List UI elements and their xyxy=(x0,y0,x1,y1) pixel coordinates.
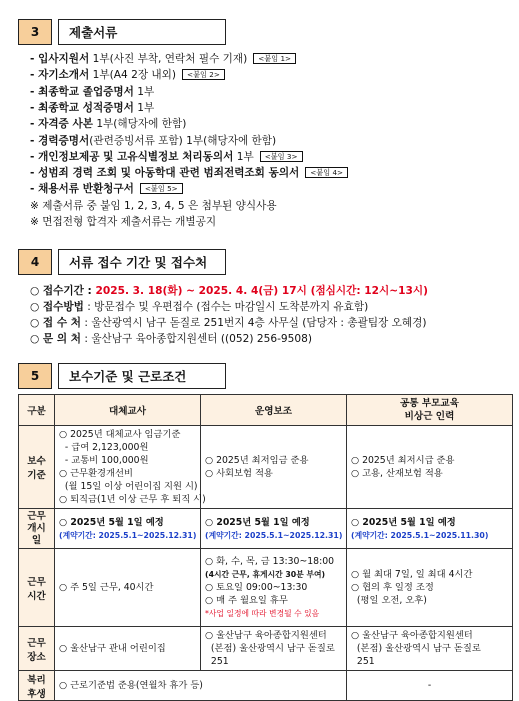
contract-period: (계약기간: 2025.5.1~2025.12.31) xyxy=(205,530,343,540)
cell-line: (평일 오전, 오후) xyxy=(351,595,427,606)
contact-line xyxy=(30,331,312,347)
table-row xyxy=(19,549,513,627)
note-line: ※ 면접전형 합격자 제출서류는 개별공지 xyxy=(30,216,217,228)
document-detail: 1부(해당자에 한함) xyxy=(92,118,187,131)
header-cell: 구분 xyxy=(19,395,55,426)
cell-line: (본점) 울산광역시 남구 돋질로 xyxy=(351,643,481,654)
header-cell: 운영보조 xyxy=(201,395,347,426)
list-item: - 입사지원서 1부(사진 부착, 연락처 필수 기재) <붙임 1> xyxy=(30,51,296,67)
time-cell xyxy=(201,549,347,627)
document-detail: 1부 xyxy=(133,85,155,98)
attachment-tag: <붙임 4> xyxy=(305,167,348,178)
time-line: ○ 화, 수, 목, 금 13:30~18:00 xyxy=(205,556,335,567)
list-item: - 최종학교 성적증명서 1부 xyxy=(30,101,155,114)
period-label: ○ 접수기간 : xyxy=(30,285,96,297)
contract-period: (계약기간: 2025.5.1~2025.12.31) xyxy=(59,530,197,540)
start-date: ○ 2025년 5월 1일 예정 xyxy=(351,516,456,528)
section-number: 3 xyxy=(18,19,52,45)
time-note: *사업 일정에 따라 변경될 수 있음 xyxy=(205,609,320,618)
row-header: 근무 개시 일 xyxy=(19,509,55,549)
contact-value: : 울산남구 육아종합지원센터 ((052) 256-9508) xyxy=(81,333,312,345)
document-name: 자격증 사본 xyxy=(38,118,93,131)
section-3-header xyxy=(18,19,226,45)
conditions-table xyxy=(18,394,513,701)
table-row xyxy=(19,426,513,509)
pay-cell xyxy=(201,426,347,509)
section-title: 보수기준 및 근로조건 xyxy=(58,363,226,389)
table-row xyxy=(19,509,513,549)
document-detail: 1부(사진 부착, 연락처 필수 기재) xyxy=(89,53,248,65)
cell-line: (본점) 울산광역시 남구 돋질로 xyxy=(205,643,335,654)
place-cell xyxy=(347,627,513,671)
period-value: 2025. 3. 18(화) ~ 2025. 4. 4(금) 17시 (점심시간: 12시~13시) xyxy=(95,285,428,297)
welfare-cell: ○ 근로기준법 준용(연월차 휴가 등) xyxy=(55,671,347,701)
section-title: 제출서류 xyxy=(58,19,226,45)
method-value: : 방문접수 및 우편접수 (접수는 마감일시 도착분까지 유효함) xyxy=(83,301,369,313)
section-number: 4 xyxy=(18,249,52,275)
document-detail: 1부 xyxy=(133,101,155,114)
start-date: ○ 2025년 5월 1일 예정 xyxy=(59,516,164,528)
cell-line: ○ 협의 후 일정 조정 xyxy=(351,582,434,593)
start-cell xyxy=(347,509,513,549)
cell-line: ○ 고용, 산재보험 적용 xyxy=(351,468,443,479)
method-line xyxy=(30,299,368,315)
note-line: ※ 제출서류 중 붙임 1, 2, 3, 4, 5 은 첨부된 양식사용 xyxy=(30,200,277,212)
list-item: - 자격증 사본 1부(해당자에 한함) xyxy=(30,118,187,131)
attachment-tag: <붙임 1> xyxy=(253,53,296,64)
table-header-row xyxy=(19,395,513,426)
place-cell xyxy=(201,627,347,671)
start-cell xyxy=(201,509,347,549)
time-cell xyxy=(347,549,513,627)
row-header: 근무 시간 xyxy=(19,549,55,627)
cell-line: 251 xyxy=(205,656,229,667)
time-line: ○ 매 주 월요일 휴무 xyxy=(205,595,288,606)
cell-line: ○ 퇴직금(1년 이상 근무 후 퇴직 시) xyxy=(59,494,206,505)
attachment-tag: <붙임 2> xyxy=(182,69,225,80)
start-cell xyxy=(55,509,201,549)
document-name: 자기소개서 xyxy=(38,69,90,82)
contact-label: ○ 문 의 처 xyxy=(30,333,82,345)
section-4-header xyxy=(18,249,226,275)
list-item: - 자기소개서 1부(A4 2장 내외) <붙임 2> xyxy=(30,67,225,83)
section-5-header xyxy=(18,363,226,389)
document-name: 최종학교 졸업증명서 xyxy=(38,85,134,98)
list-item: - 채용서류 반환청구서 <붙임 5> xyxy=(30,181,183,197)
cell-line: ○ 울산남구 육아종합지원센터 xyxy=(351,630,473,641)
list-item: - 개인정보제공 및 고유식별정보 처리동의서 1부 <붙임 3> xyxy=(30,149,303,165)
cell-line: ○ 사회보험 적용 xyxy=(205,468,273,479)
cell-line: ○ 2025년 대체교사 임금기준 xyxy=(59,429,181,440)
start-date: ○ 2025년 5월 1일 예정 xyxy=(205,516,310,528)
row-header: 복리 후생 xyxy=(19,671,55,701)
row-header: 근무 장소 xyxy=(19,627,55,671)
period-line xyxy=(30,283,428,299)
place-cell: ○ 울산남구 관내 어린이집 xyxy=(55,627,201,671)
place-label: ○ 접 수 처 xyxy=(30,317,82,329)
cell-line: ○ 2025년 최저시급 준용 xyxy=(351,455,455,466)
section-number: 5 xyxy=(18,363,52,389)
attachment-tag: <붙임 5> xyxy=(140,183,183,194)
cell-line: ○ 울산남구 육아종합지원센터 xyxy=(205,630,327,641)
header-cell: 대체교사 xyxy=(55,395,201,426)
cell-line: ○ 2025년 최저임금 준용 xyxy=(205,455,309,466)
place-line xyxy=(30,315,427,331)
time-line: ○ 토요일 09:00~13:30 xyxy=(205,582,308,593)
contract-period: (계약기간: 2025.5.1~2025.11.30) xyxy=(351,530,489,540)
time-line: (4시간 근무, 휴게시간 30분 부여) xyxy=(205,570,326,579)
table-row xyxy=(19,671,513,701)
cell-line: - 급여 2,123,000원 xyxy=(59,442,149,453)
document-name: 개인정보제공 및 고유식별정보 처리동의서 xyxy=(38,150,234,163)
document-name: 최종학교 성적증명서 xyxy=(38,101,134,114)
document-name: 경력증명서 xyxy=(38,134,90,147)
document-detail: 1부 xyxy=(233,150,254,163)
cell-line: (월 15일 이상 어린이집 지원 시) xyxy=(59,481,198,492)
cell-line: 251 xyxy=(351,656,375,667)
table-row xyxy=(19,627,513,671)
list-item: - 성범죄 경력 조회 및 아동학대 관련 범죄전력조회 동의서 <붙임 4> xyxy=(30,165,348,181)
list-item: - 경력증명서(관련증빙서류 포함) 1부(해당자에 한함) xyxy=(30,134,277,147)
document-name: 채용서류 반환청구서 xyxy=(38,183,134,196)
place-value: : 울산광역시 남구 돋질로 251번지 4층 사무실 (담당자 : 총괄팀장 오혜경) xyxy=(81,317,427,329)
document-name: 입사지원서 xyxy=(38,53,90,65)
row-header: 보수 기준 xyxy=(19,426,55,509)
list-item: - 최종학교 졸업증명서 1부 xyxy=(30,85,155,98)
pay-cell xyxy=(347,426,513,509)
cell-line: ○ 근무환경개선비 xyxy=(59,468,133,479)
header-cell: 공통 부모교육 비상근 인력 xyxy=(347,395,513,426)
document-detail: 1부(A4 2장 내외) xyxy=(89,69,177,82)
pay-cell xyxy=(55,426,206,509)
cell-line: ○ 월 최대 7일, 일 최대 4시간 xyxy=(351,569,473,580)
method-label: ○ 접수방법 xyxy=(30,301,84,313)
document-name: 성범죄 경력 조회 및 아동학대 관련 범죄전력조회 동의서 xyxy=(38,167,300,180)
cell-line: - 교통비 100,000원 xyxy=(59,455,149,466)
time-cell: ○ 주 5일 근무, 40시간 xyxy=(55,549,201,627)
section-title: 서류 접수 기간 및 접수처 xyxy=(58,249,226,275)
welfare-cell: - xyxy=(347,671,513,701)
attachment-tag: <붙임 3> xyxy=(260,151,303,162)
document-detail: (관련증빙서류 포함) 1부(해당자에 한함) xyxy=(89,134,277,147)
